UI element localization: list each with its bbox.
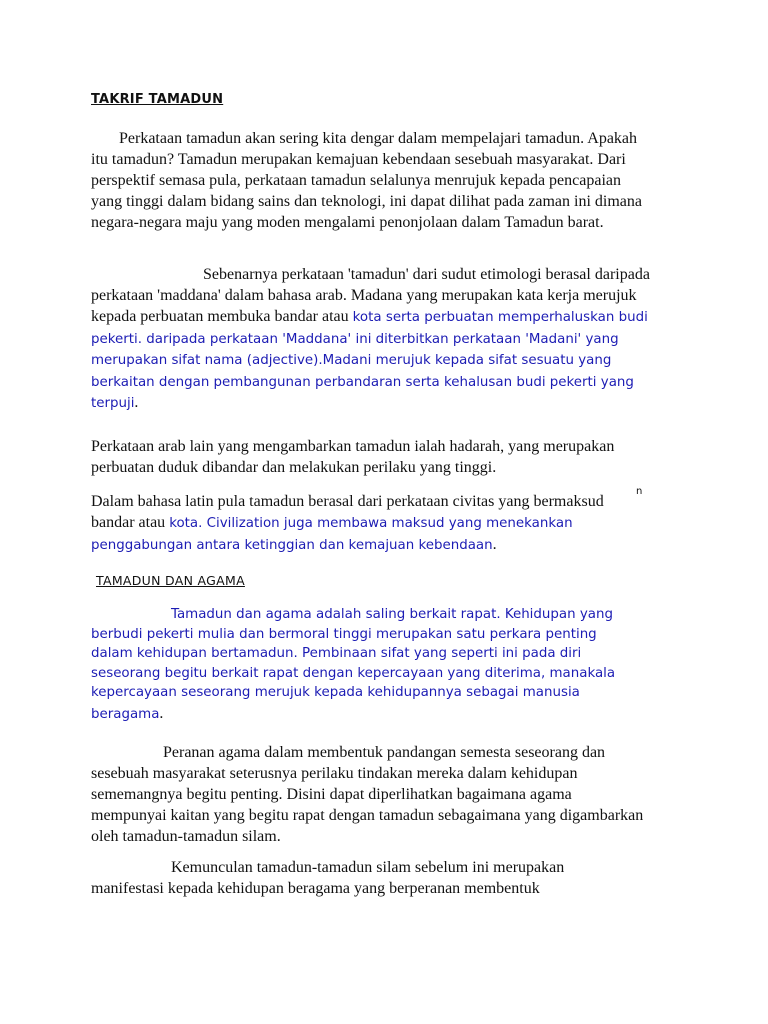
paragraph-hadarah: Perkataan arab lain yang mengambarkan tamadun ialah hadarah, yang merupakan perbuatan duduk dibandar dan melakukan perilaku yang tinggi. [91, 438, 615, 476]
paragraph-civitas [91, 491, 631, 555]
paragraph-etimologi-text: Sebenarnya perkataan 'tamadun' dari sudut etimologi berasal daripada perkataan 'maddana' dalam bahasa arab. Madana yang merupakan kata kerja merujuk kepada perbuatan membuka bandar atau [91, 266, 650, 325]
heading-takrif-tamadun: TAKRIF TAMADUN [91, 92, 224, 107]
paragraph-agama [91, 605, 639, 724]
paragraph-civitas-highlight: kota. Civilization juga membawa maksud yang menekankan penggabungan antara ketinggian dan kemajuan kebendaan [91, 516, 573, 553]
paragraph-civitas-end: . [492, 535, 497, 553]
paragraph-etimologi-end: . [134, 394, 139, 411]
paragraph-kemunculan: Kemunculan tamadun-tamadun silam sebelum ini merupakan manifestasi kepada kehidupan beragama yang berperanan membentuk [91, 859, 565, 897]
paragraph-civitas-text: Dalam bahasa latin pula tamadun berasal dari perkataan civitas yang bermaksud bandar atau [91, 493, 604, 531]
paragraph-etimologi-highlight: kota serta perbuatan memperhaluskan budi pekerti. daripada perkataan 'Maddana' ini diterbitkan perkataan 'Madani' yang merupakan sifat nama (adjective).Madani merujuk kepada sifat sesuatu yang berkaitan dengan pembangunan perbandaran serta kehalusan budi pekerti yang terpuji [91, 310, 648, 411]
paragraph-agama-text: Tamadun dan agama adalah saling berkait rapat. Kehidupan yang berbudi pekerti mulia dan bermoral tinggi merupakan satu perkara penting dalam kehidupan bertamadun. Pembinaan sifat yang seperti ini pada diri seseorang begitu berkait rapat dengan kepercayaan yang diterima, manakala kepercayaan seseorang merujuk kepada kehidupannya sebagai manusia beragama [91, 607, 616, 722]
superscript-marker: n [636, 486, 643, 497]
paragraph-agama-end: . [159, 704, 164, 722]
heading-tamadun-dan-agama: TAMADUN DAN AGAMA [96, 573, 245, 588]
paragraph-intro: Perkataan tamadun akan sering kita dengar dalam mempelajari tamadun. Apakah itu tamadun? Tamadun merupakan kemajuan kebendaan sesebuah masyarakat. Dari perspektif semasa pula, perkataan tamadun selalunya menrujuk kepada pencapaian yang tinggi dalam bidang sains dan teknologi, ini dapat dilihat pada zaman ini dimana negara-negara maju yang moden mengalami penonjolaan dalam Tamadun barat. [91, 130, 642, 231]
paragraph-etimologi [91, 264, 651, 414]
paragraph-peranan-agama: Peranan agama dalam membentuk pandangan semesta seseorang dan sesebuah masyarakat seterusnya perilaku tindakan mereka dalam kehidupan sememangnya begitu penting. Disini dapat diperlihatkan bagaimana agama mempunyai kaitan yang begitu rapat dengan tamadun sebagaimana yang digambarkan oleh tamadun-tamadun silam. [91, 744, 644, 845]
